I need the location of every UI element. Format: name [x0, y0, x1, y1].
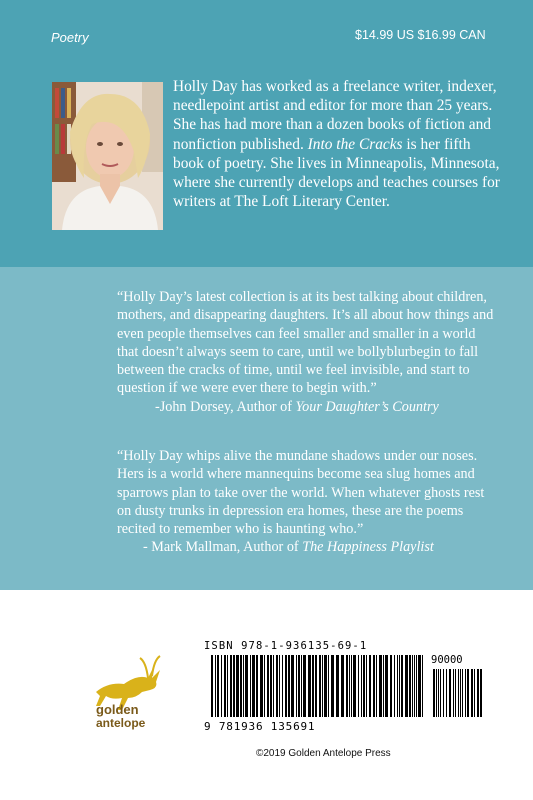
logo-text-antelope: antelope	[96, 716, 146, 730]
author-photo	[52, 82, 163, 230]
blurb-1-attribution	[117, 398, 497, 416]
barcode-addon: 90000	[431, 654, 463, 666]
blurb-1-text: “Holly Day’s latest collection is at its best talking about children, mothers, and disappearing daughters. It’s all about how things and even people themselves can feel smaller and smaller in a world that doesn’t always seem to care, until we bollyblurbegin to fall between the cracks of time, until we feel invisible, and start to question if we were ever there to begin with.”	[117, 289, 494, 397]
barcode-number: 9 781936 135691	[204, 720, 316, 733]
isbn-label	[204, 640, 484, 652]
copyright-notice: ©2019 Golden Antelope Press	[256, 748, 391, 759]
logo-text-golden: golden	[96, 702, 139, 717]
bio-book-title: Into the Cracks	[307, 135, 403, 153]
isbn-number: ISBN 978-1-936135-69-1	[204, 640, 368, 652]
blurb-2-text: “Holly Day whips alive the mundane shadows under our noses. Hers is a world where mannequins become sea slug homes and sparrows plan to take over the world. When whatever ghosts rest on dusty trunks in depression era homes, these are the poems recited to remember who is haunting who.”	[117, 448, 485, 538]
author-bio	[173, 77, 503, 211]
blurb-2-author: - Mark Mallman, Author of	[143, 539, 303, 556]
blurb-2-attribution	[117, 538, 497, 556]
bio-text-2: is her fifth book of poetry. She lives in Minneapolis, Minnesota, where she currently develops and teaches courses for writers at The Loft Literary Center.	[173, 135, 500, 211]
price-label: $14.99 US $16.99 CAN	[355, 28, 486, 42]
genre-label: Poetry	[51, 30, 89, 45]
blurb-1	[117, 288, 497, 416]
blurb-1-author: -John Dorsey, Author of	[155, 398, 296, 415]
blurb-2	[117, 447, 497, 557]
bio-text-1: Holly Day has worked as a freelance writer, indexer, needlepoint artist and editor for more than 25 years. She has had more than a dozen books of fiction and nonfiction published.	[173, 78, 497, 153]
blurb-1-work: Your Daughter’s Country	[295, 398, 439, 415]
blurb-2-work: The Happiness Playlist	[302, 539, 434, 556]
